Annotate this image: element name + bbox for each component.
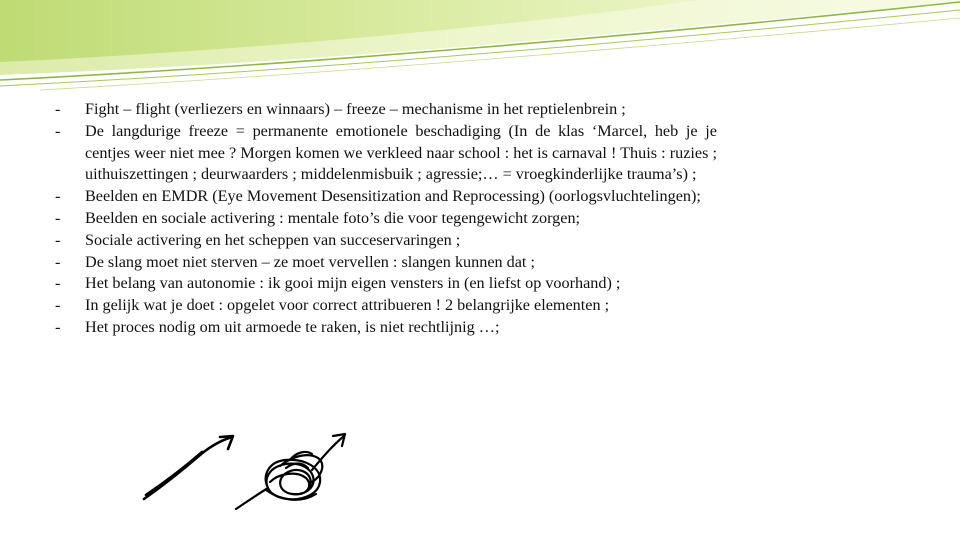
bullet-item: [55, 186, 717, 208]
bullet-text: Het belang van autonomie : ik gooi mijn eigen vensters in (en liefst op voorhand) ;: [85, 274, 621, 293]
bullet-dash: -: [55, 252, 61, 271]
bullet-text: Fight – flight (verliezers en winnaars) – freeze – mechanisme in het reptielenbrein ;: [85, 100, 626, 118]
tangled-arrow-icon: [236, 434, 345, 509]
bullet-item: [55, 99, 717, 121]
bullet-text: Beelden en sociale activering : mentale foto’s die voor tegengewicht zorgen;: [85, 208, 581, 227]
bullet-dash: -: [55, 187, 61, 206]
bullet-item: [55, 230, 717, 252]
bullet-dash: -: [55, 296, 61, 315]
bullet-text: Het proces nodig om uit armoede te raken, is niet rechtlijnig …;: [85, 317, 500, 336]
bullet-item: [55, 121, 717, 186]
header-banner: [0, 0, 960, 110]
bullet-dash: -: [55, 208, 61, 227]
bullet-item: [55, 317, 717, 339]
bullet-dash: -: [55, 274, 61, 293]
bullet-item: [55, 252, 717, 274]
bullet-item: [55, 295, 717, 317]
bullet-text: Sociale activering en het scheppen van succeservaringen ;: [85, 230, 461, 249]
bullet-text: De slang moet niet sterven – ze moet vervellen : slangen kunnen dat ;: [85, 252, 535, 271]
bullet-text: In gelijk wat je doet : opgelet voor correct attribueren ! 2 belangrijke elementen ;: [85, 296, 610, 315]
bullet-dash: -: [55, 317, 61, 336]
bullet-text: Beelden en EMDR (Eye Movement Desensitization and Reprocessing) (oorlogsvluchtelingen);: [85, 187, 701, 206]
bullet-dash: -: [55, 100, 61, 118]
bullet-dash: -: [55, 121, 61, 140]
bullet-list: [55, 99, 717, 339]
bullet-item: [55, 273, 717, 295]
bullet-item: [55, 208, 717, 230]
bullet-text: De langdurige freeze = permanente emotionele beschadiging (In de klas ‘Marcel, heb je je centjes weer niet mee ? Morgen komen we verkleed naar school : het is carnaval ! Thuis : ruzies ; uithuiszettingen ; deurwaarders ; middelenmisbuik ; agressie;… = vroegkinderlijke trauma’s) ;: [85, 121, 717, 184]
bullet-dash: -: [55, 230, 61, 249]
straight-arrow-icon: [144, 436, 233, 499]
